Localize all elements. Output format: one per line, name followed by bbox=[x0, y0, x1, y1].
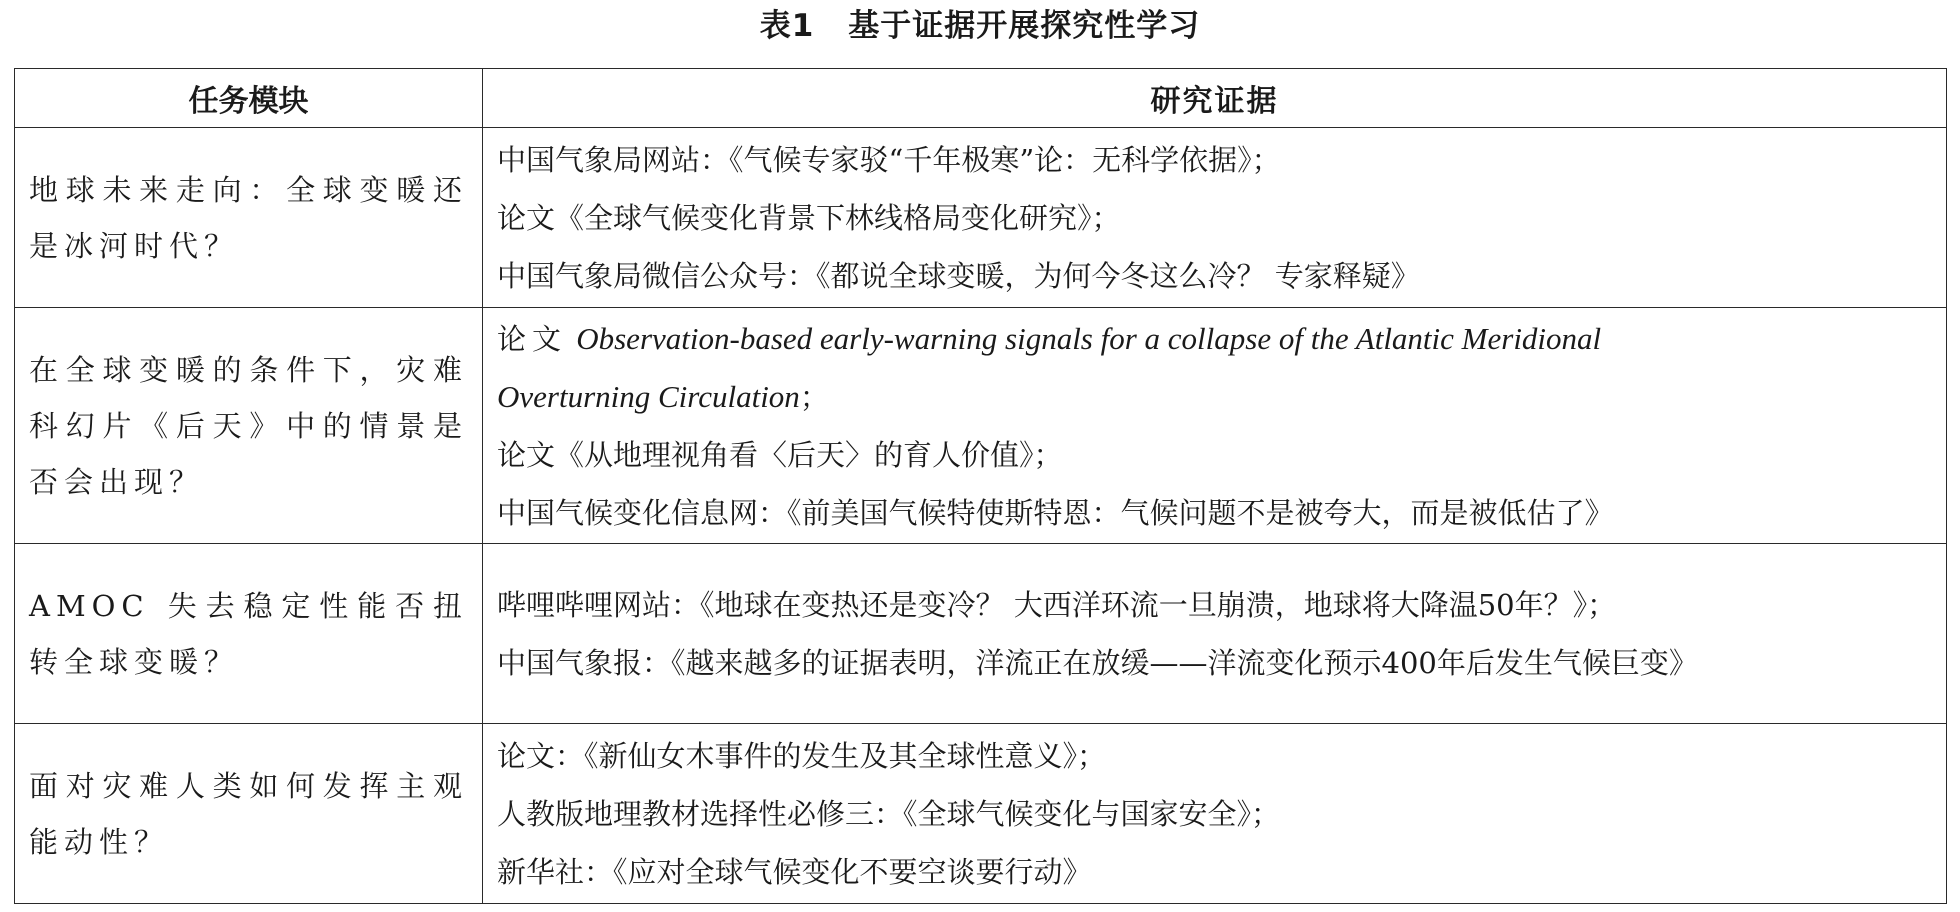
column-header-module: 任务模块 bbox=[15, 69, 483, 128]
table-row bbox=[15, 544, 1947, 724]
task-module-cell: 在全球变暖的条件下，灾难科幻片《后天》中的情景是否会出现？ bbox=[15, 308, 483, 544]
evidence-paper-title-line2: Overturning Circulation bbox=[497, 378, 800, 414]
table-title: 基于证据开展探究性学习 bbox=[848, 8, 1201, 44]
evidence-item: 新华社：《应对全球气候变化不要空谈要行动》 bbox=[497, 854, 1092, 889]
table-row bbox=[15, 308, 1947, 544]
evidence-cell bbox=[483, 128, 1947, 308]
task-module-cell: 面对灾难人类如何发挥主观能动性？ bbox=[15, 724, 483, 904]
task-module-cell: AMOC 失去稳定性能否扭转全球变暖？ bbox=[15, 544, 483, 724]
table-header-row bbox=[15, 69, 1947, 128]
table-row bbox=[15, 128, 1947, 308]
table-row bbox=[15, 724, 1947, 904]
table-caption bbox=[0, 0, 1960, 58]
table-number: 表1 bbox=[759, 8, 815, 44]
evidence-item: 人教版地理教材选择性必修三：《全球气候变化与国家安全》； bbox=[497, 796, 1281, 831]
evidence-paper-title-line1: Observation-based early-warning signals for a collapse of the Atlantic Meridional bbox=[576, 320, 1602, 356]
evidence-item: 论文《全球气候变化背景下林线格局变化研究》； bbox=[497, 200, 1121, 235]
evidence-cell bbox=[483, 724, 1947, 904]
evidence-table bbox=[14, 68, 1947, 904]
evidence-paper-prefix: 论文 bbox=[497, 321, 568, 356]
evidence-item: 中国气象局微信公众号：《都说全球变暖，为何今冬这么冷？ 专家释疑》 bbox=[497, 258, 1420, 293]
evidence-item: 中国气候变化信息网：《前美国气候特使斯特恩：气候问题不是被夸大，而是被低估了》 bbox=[497, 495, 1614, 530]
evidence-item: 中国气象局网站：《气候专家驳“千年极寒”论：无科学依据》； bbox=[497, 142, 1281, 177]
evidence-cell bbox=[483, 544, 1947, 724]
evidence-item: 中国气象报：《越来越多的证据表明，洋流正在放缓——洋流变化预示400年后发生气候巨变》 bbox=[497, 645, 1698, 680]
evidence-item-continuation bbox=[497, 368, 1938, 426]
evidence-paper-suffix: ； bbox=[799, 379, 829, 414]
column-header-evidence: 研究证据 bbox=[483, 69, 1947, 128]
evidence-item: 哔哩哔哩网站：《地球在变热还是变冷？ 大西洋环流一旦崩溃，地球将大降温50年？》； bbox=[497, 587, 1617, 622]
evidence-item: 论文《从地理视角看〈后天〉的育人价值》； bbox=[497, 437, 1063, 472]
evidence-item bbox=[497, 310, 1938, 368]
evidence-cell bbox=[483, 308, 1947, 544]
evidence-item: 论文：《新仙女木事件的发生及其全球性意义》； bbox=[497, 738, 1107, 773]
task-module-cell: 地球未来走向：全球变暖还是冰河时代？ bbox=[15, 128, 483, 308]
